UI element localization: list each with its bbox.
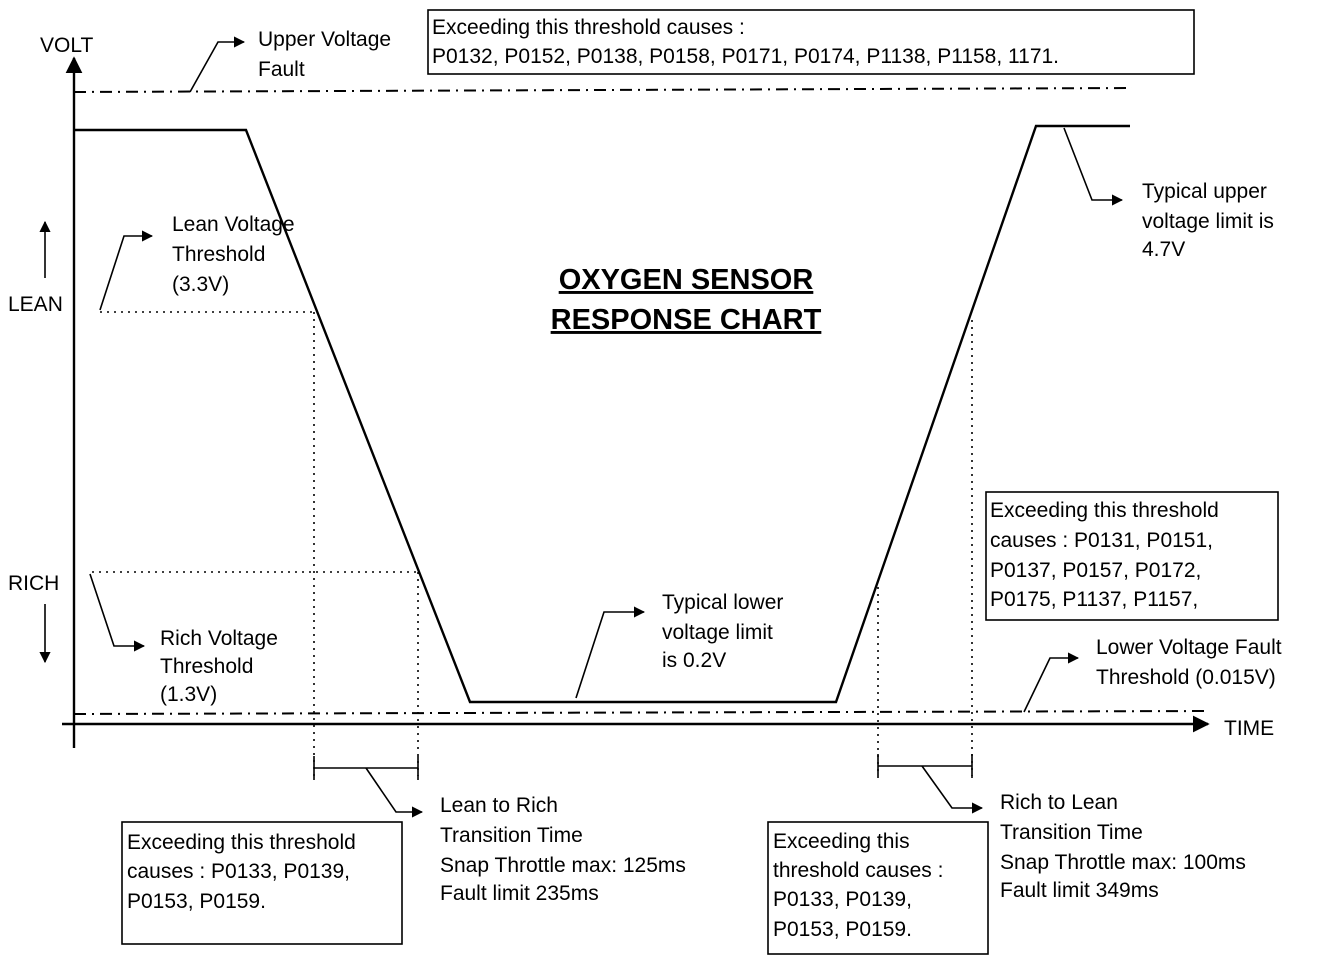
lean-to-rich-leader (366, 768, 422, 812)
lean-to-rich-label-1: Lean to Rich (440, 794, 558, 817)
upper-fault-leader (190, 42, 244, 92)
typical-upper-label-2: voltage limit is (1142, 210, 1274, 233)
top-threshold-box (428, 10, 1194, 74)
bottom-left-box-line-1: Exceeding this threshold (127, 831, 356, 854)
right-box-line-3: P0137, P0157, P0172, (990, 559, 1202, 582)
upper-fault-label-1: Upper Voltage (258, 28, 392, 51)
rich-threshold-leader (90, 574, 144, 646)
rich-to-lean-label-1: Rich to Lean (1000, 791, 1118, 814)
right-threshold-box (986, 492, 1278, 620)
bottom-left-box-line-3: P0153, P0159. (127, 890, 266, 913)
upper-fault-line (74, 88, 1132, 92)
lean-threshold-label-3: (3.3V) (172, 273, 230, 296)
typical-lower-leader (576, 612, 644, 698)
lean-threshold-leader (100, 236, 152, 310)
typical-lower-label-1: Typical lower (662, 591, 784, 614)
lean-threshold-label-2: Threshold (172, 243, 266, 266)
x-axis-label: TIME (1224, 717, 1275, 740)
right-box-line-2: causes : P0131, P0151, (990, 529, 1213, 552)
chart-title-line2: RESPONSE CHART (550, 304, 822, 336)
lower-fault-label-1: Lower Voltage Fault (1096, 636, 1282, 659)
bottom-right-box-line-1: Exceeding this (773, 830, 910, 853)
bottom-left-box-line-2: causes : P0133, P0139, (127, 860, 350, 883)
right-box-line-4: P0175, P1137, P1157, (990, 588, 1199, 611)
typical-upper-label-3: 4.7V (1142, 238, 1186, 261)
lean-to-rich-label-3: Snap Throttle max: 125ms (440, 854, 686, 877)
lean-to-rich-label-4: Fault limit 235ms (440, 882, 599, 905)
typical-upper-leader (1064, 128, 1122, 200)
top-box-line-2: P0132, P0152, P0138, P0158, P0171, P0174, P1138, P1158, 1171. (432, 45, 1060, 68)
top-box-line-1: Exceeding this threshold causes : (432, 16, 745, 39)
typical-lower-label-2: voltage limit (662, 621, 773, 644)
typical-lower-label-3: is 0.2V (662, 649, 727, 672)
right-box-line-1: Exceeding this threshold (990, 499, 1219, 522)
bottom-right-box-line-4: P0153, P0159. (773, 918, 912, 941)
rich-to-lean-label-2: Transition Time (1000, 821, 1143, 844)
bottom-right-threshold-box (768, 822, 988, 954)
lower-fault-label-2: Threshold (0.015V) (1096, 666, 1276, 689)
lean-label: LEAN (8, 293, 63, 316)
bottom-left-threshold-box (122, 822, 402, 944)
lean-threshold-label-1: Lean Voltage (172, 213, 295, 236)
lower-fault-leader (1024, 658, 1078, 712)
rich-threshold-label-3: (1.3V) (160, 683, 218, 706)
bottom-right-box-line-2: threshold causes : (773, 859, 944, 882)
rich-to-lean-label-4: Fault limit 349ms (1000, 879, 1159, 902)
typical-upper-label-1: Typical upper (1142, 180, 1267, 203)
rich-to-lean-leader (922, 766, 982, 808)
lean-to-rich-label-2: Transition Time (440, 824, 583, 847)
rich-label: RICH (8, 572, 60, 595)
rich-threshold-label-2: Threshold (160, 655, 254, 678)
chart-title-line1: OXYGEN SENSOR (558, 264, 814, 296)
y-axis-label: VOLT (40, 34, 94, 57)
rich-threshold-label-1: Rich Voltage (160, 627, 278, 650)
lower-fault-line (74, 711, 1210, 714)
bottom-right-box-line-3: P0133, P0139, (773, 888, 912, 911)
upper-fault-label-2: Fault (258, 58, 305, 81)
rich-to-lean-label-3: Snap Throttle max: 100ms (1000, 851, 1246, 874)
